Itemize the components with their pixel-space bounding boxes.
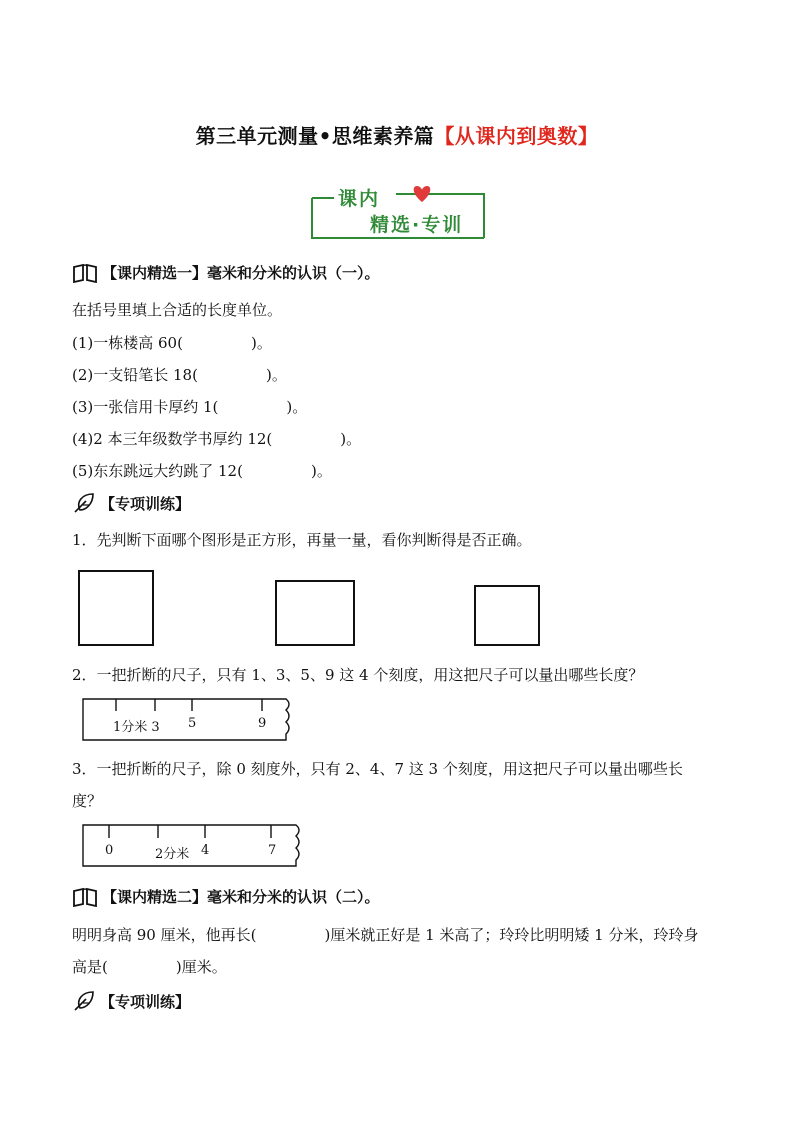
- question-3-line1: 3．一把折断的尺子，除 0 刻度外，只有 2、4、7 这 3 个刻度，用这把尺子可以量出哪些长: [72, 760, 683, 778]
- ruler2-label: 0: [105, 843, 114, 858]
- square-shape: [78, 570, 154, 646]
- section1-heading-text: 【课内精选一】毫米和分米的认识（一）。: [102, 264, 380, 282]
- question-3-line2: 度？: [72, 792, 103, 810]
- section1-heading: [72, 262, 380, 283]
- heart-icon: [410, 182, 434, 204]
- rectangle-shape: [474, 585, 540, 646]
- section2-line2: 高是( )厘米。: [72, 958, 227, 976]
- section1-intro: 在括号里填上合适的长度单位。: [72, 301, 283, 319]
- fill-item: (2)一支铅笔长 18( )。: [72, 366, 287, 384]
- feather-pen-icon: [72, 492, 96, 514]
- rectangle-shape: [275, 580, 355, 646]
- book-icon: [72, 887, 98, 907]
- fill-item: (1)一栋楼高 60( )。: [72, 334, 272, 352]
- question-1: 1．先判断下面哪个图形是正方形，再量一量，看你判断得是否正确。: [72, 531, 532, 549]
- section2-heading-text: 【课内精选二】毫米和分米的认识（二）。: [102, 888, 380, 906]
- page-title: [0, 120, 794, 149]
- section2-line1: 明明身高 90 厘米，他再长( )厘米就正好是 1 米高了；玲玲比明明矮 1 分米，玲玲身: [72, 926, 699, 944]
- badge-line2: 精选·专训: [370, 214, 464, 236]
- ruler1-label: 1分米 3: [113, 720, 160, 735]
- title-main: 第三单元测量•思维素养篇: [195, 124, 435, 148]
- badge: [308, 180, 488, 242]
- title-highlight: 【从课内到奥数】: [434, 124, 599, 148]
- ruler2-label: 4: [201, 843, 210, 858]
- fill-item: (5)东东跳远大约跳了 12( )。: [72, 462, 332, 480]
- fill-item: (3)一张信用卡厚约 1( )。: [72, 398, 308, 416]
- feather-pen-icon: [72, 990, 96, 1012]
- section2-heading: [72, 886, 380, 907]
- training2-heading: [72, 990, 190, 1012]
- question-2: 2．一把折断的尺子，只有 1、3、5、9 这 4 个刻度，用这把尺子可以量出哪些长度？: [72, 666, 644, 684]
- training1-heading-text: 【专项训练】: [100, 494, 191, 513]
- training2-heading-text: 【专项训练】: [100, 992, 191, 1011]
- ruler2-label: 2分米: [155, 847, 190, 862]
- book-icon: [72, 263, 98, 283]
- fill-item: (4)2 本三年级数学书厚约 12( )。: [72, 430, 362, 448]
- ruler1-label: 5: [188, 716, 197, 731]
- training1-heading: [72, 492, 190, 514]
- ruler2-label: 7: [268, 843, 277, 858]
- ruler1-label: 9: [258, 716, 267, 731]
- badge-line1: 课内: [338, 188, 381, 210]
